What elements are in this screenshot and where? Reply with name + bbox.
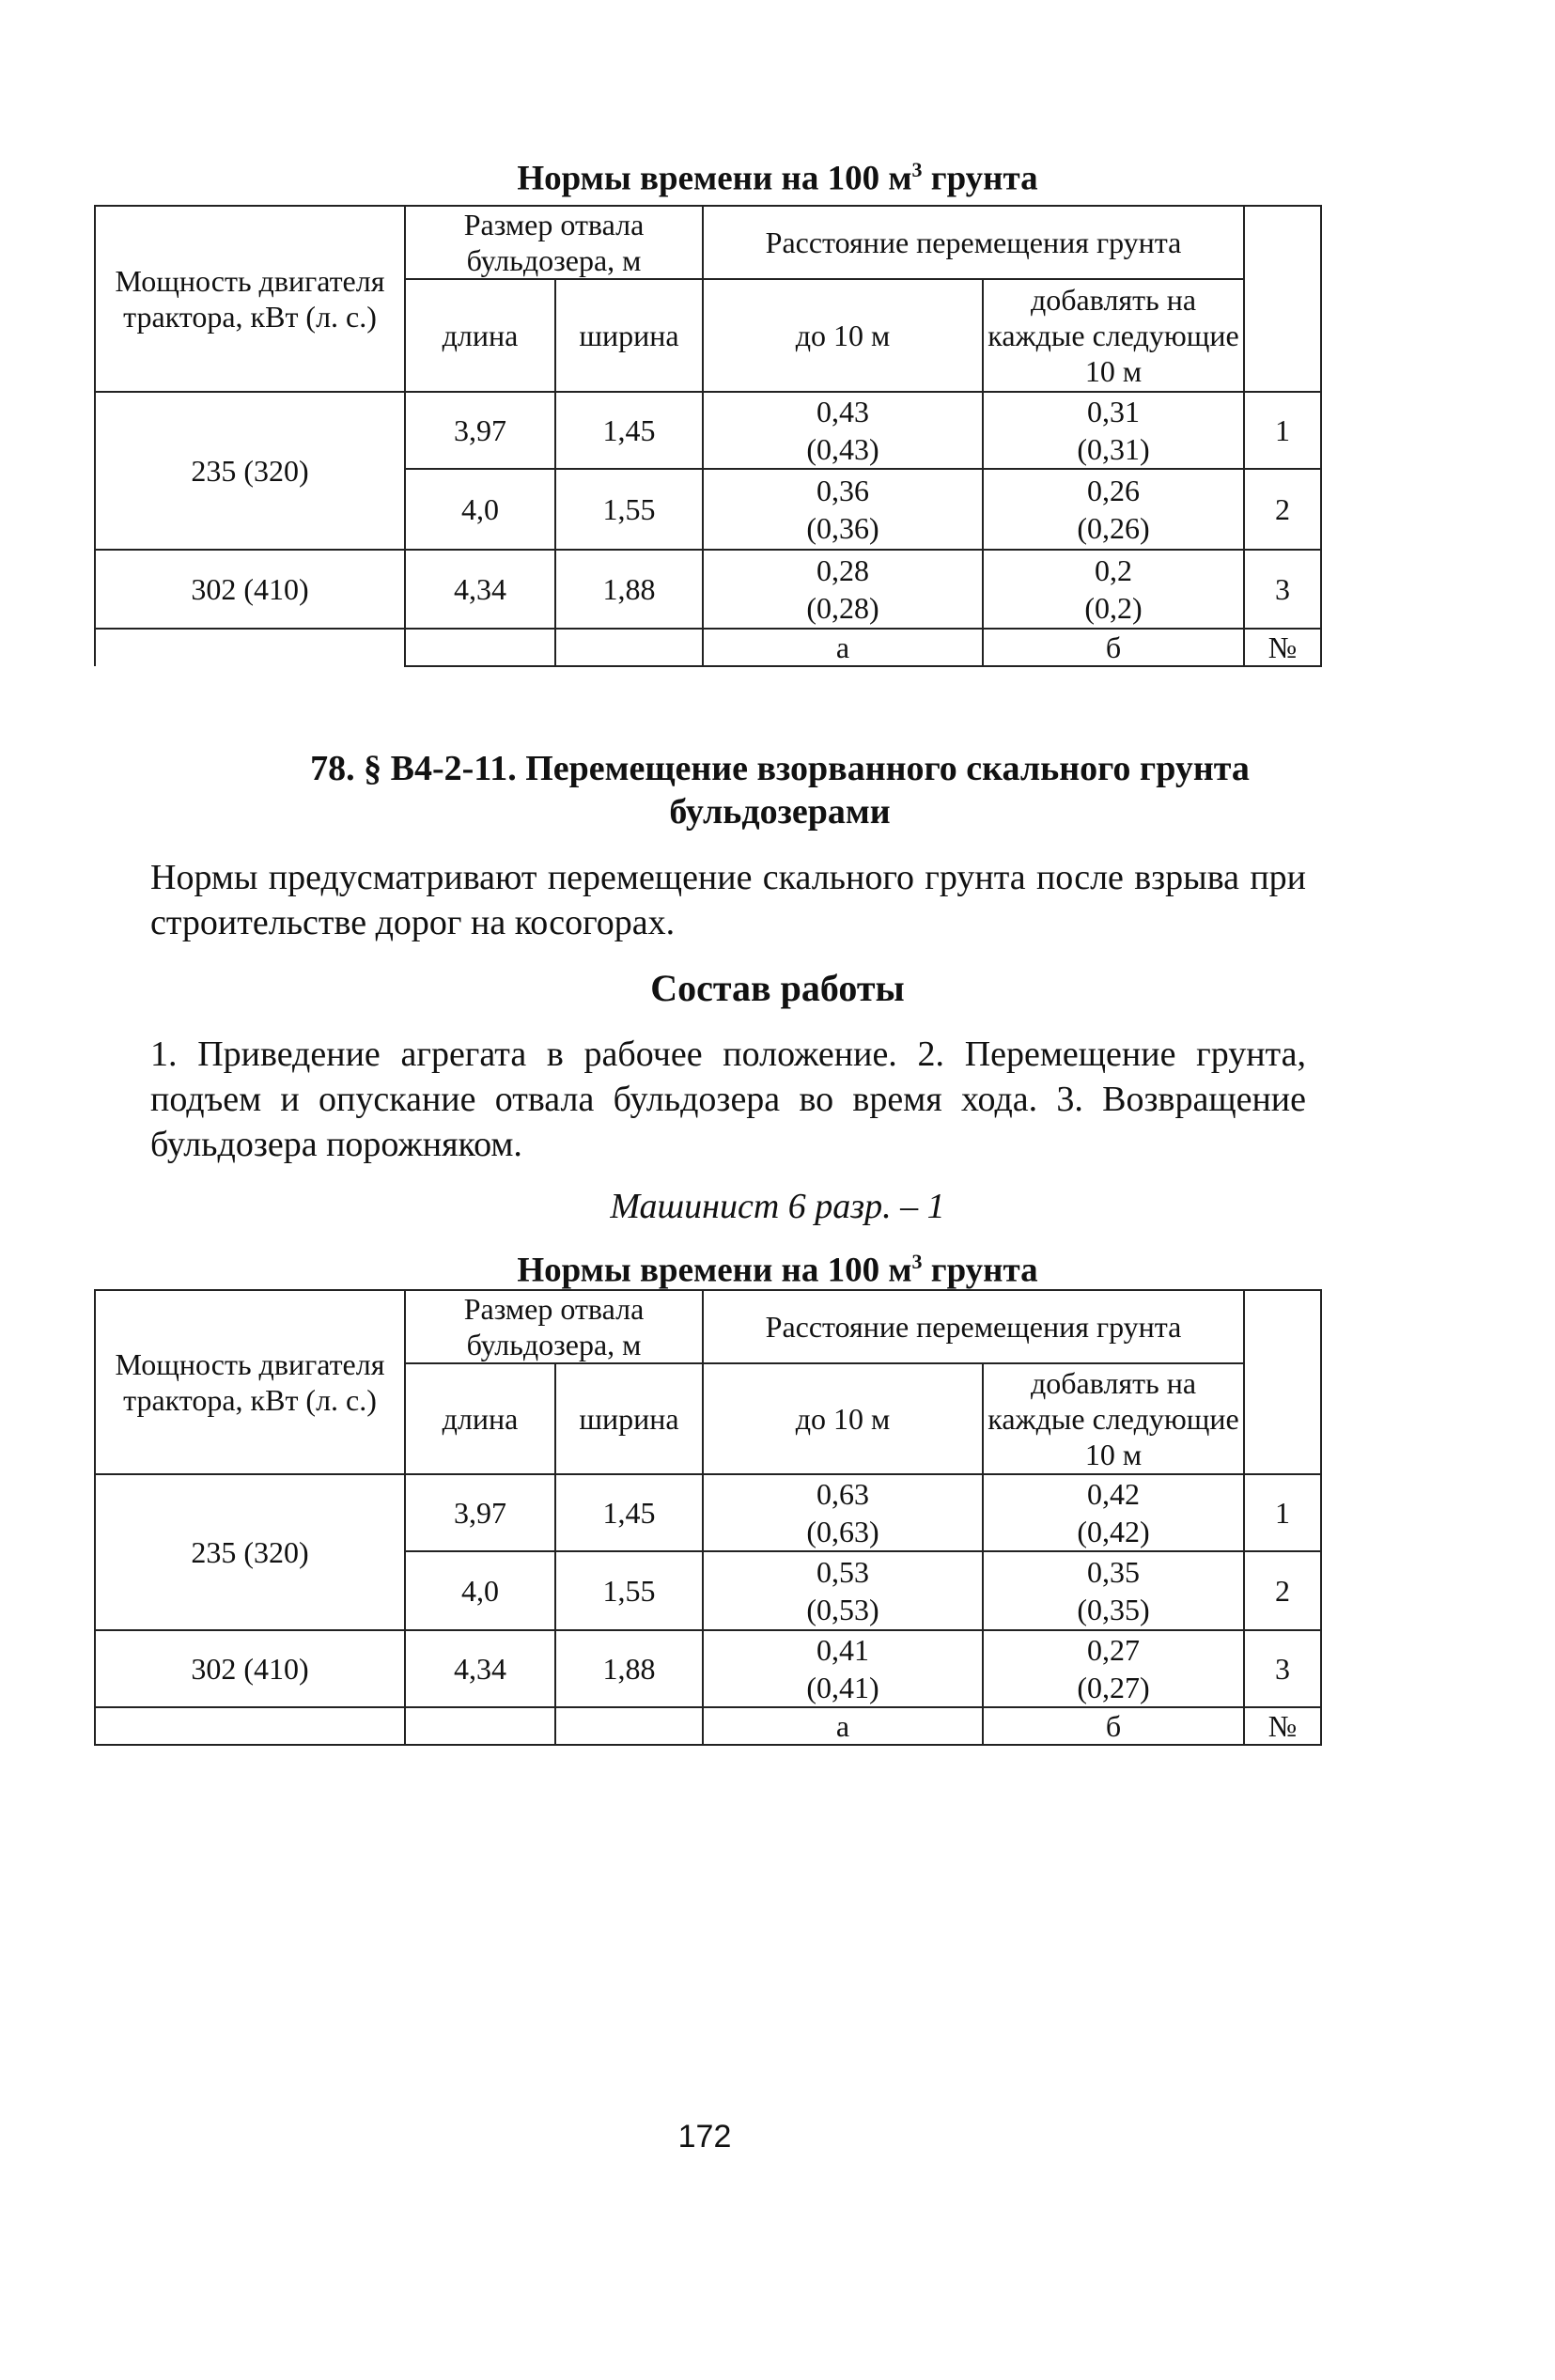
value-alt: (0,42) xyxy=(1077,1515,1150,1548)
value-main: 0,41 xyxy=(816,1633,869,1667)
value-main: 0,31 xyxy=(1087,395,1140,428)
table-footer-row xyxy=(95,629,1321,666)
value-main: 0,27 xyxy=(1087,1633,1140,1667)
cell-add-each xyxy=(983,1551,1244,1630)
cell-add-each xyxy=(983,1630,1244,1707)
work-heading: Состав работы xyxy=(650,967,905,1009)
header-length: длина xyxy=(405,1363,555,1474)
header-width: ширина xyxy=(555,279,703,392)
value-alt: (0,2) xyxy=(1084,591,1143,625)
header-blade: Размер отвала бульдозера, м xyxy=(405,206,703,279)
intro-paragraph: Нормы предусматривают перемещение скального грунта после взрыва при строительстве дорог на косогорах. xyxy=(150,858,1306,942)
cell-add-each xyxy=(983,1474,1244,1551)
cell-add-each xyxy=(983,392,1244,469)
cell-num: 3 xyxy=(1244,550,1321,629)
cell-width: 1,45 xyxy=(555,392,703,469)
value-alt: (0,43) xyxy=(806,432,879,466)
value-alt: (0,41) xyxy=(806,1671,879,1704)
norms-table-2 xyxy=(94,1289,1322,1746)
cell-length: 4,34 xyxy=(405,1630,555,1707)
value-main: 0,28 xyxy=(816,553,869,587)
value-main: 0,42 xyxy=(1087,1477,1140,1511)
value-main: 0,63 xyxy=(816,1477,869,1511)
header-distance: Расстояние перемещения грунта xyxy=(703,206,1244,279)
header-empty xyxy=(1244,206,1321,392)
work-paragraph: 1. Приведение агрегата в рабочее положение. 2. Перемещение грунта, подъем и опускание отвала бульдозера во время хода. 3. Возвращение бульдозера порожняком. xyxy=(150,1034,1306,1164)
cell-length: 4,0 xyxy=(405,1551,555,1630)
cell-power: 235 (320) xyxy=(95,1474,405,1630)
table-row xyxy=(95,392,1321,469)
cell-width: 1,55 xyxy=(555,469,703,550)
header-blade: Размер отвала бульдозера, м xyxy=(405,1290,703,1363)
value-main: 0,36 xyxy=(816,474,869,507)
header-add-each: добавлять на каждые следующие 10 м xyxy=(983,1363,1244,1474)
cell-upto10 xyxy=(703,1551,983,1630)
value-main: 0,53 xyxy=(816,1555,869,1589)
section-title xyxy=(169,747,1391,833)
page-number: 172 xyxy=(677,2119,732,2154)
value-alt: (0,63) xyxy=(806,1515,879,1548)
table2-caption-text: Нормы времени на 100 м xyxy=(517,1251,912,1290)
header-add-each: добавлять на каждые следующие 10 м xyxy=(983,279,1244,392)
cell-num: 2 xyxy=(1244,1551,1321,1630)
table2-caption xyxy=(0,1250,1555,1290)
value-alt: (0,36) xyxy=(806,511,879,545)
footer-empty xyxy=(555,629,703,666)
header-upto10: до 10 м xyxy=(703,279,983,392)
header-distance: Расстояние перемещения грунта xyxy=(703,1290,1244,1363)
value-alt: (0,35) xyxy=(1077,1593,1150,1626)
cell-width: 1,55 xyxy=(555,1551,703,1630)
footer-empty xyxy=(555,1707,703,1745)
table-row xyxy=(95,1474,1321,1551)
table1-caption-text: Нормы времени на 100 м xyxy=(517,159,912,198)
section-title-line2: бульдозерами xyxy=(669,792,891,832)
worker-line: Машинист 6 разр. – 1 xyxy=(610,1187,945,1226)
cell-upto10 xyxy=(703,550,983,629)
header-length: длина xyxy=(405,279,555,392)
cell-length: 3,97 xyxy=(405,1474,555,1551)
cell-length: 4,0 xyxy=(405,469,555,550)
cell-add-each xyxy=(983,550,1244,629)
value-alt: (0,31) xyxy=(1077,432,1150,466)
cell-length: 4,34 xyxy=(405,550,555,629)
cell-power: 235 (320) xyxy=(95,392,405,550)
header-power: Мощность двигателя трактора, кВт (л. с.) xyxy=(95,206,405,392)
cell-power: 302 (410) xyxy=(95,1630,405,1707)
cell-width: 1,88 xyxy=(555,1630,703,1707)
header-power: Мощность двигателя трактора, кВт (л. с.) xyxy=(95,1290,405,1474)
cell-num: 2 xyxy=(1244,469,1321,550)
cell-num: 1 xyxy=(1244,1474,1321,1551)
table2-caption-sup: 3 xyxy=(911,1250,923,1273)
footer-a: а xyxy=(703,629,983,666)
table1-caption-sup: 3 xyxy=(911,158,923,181)
footer-empty xyxy=(95,1707,405,1745)
header-width: ширина xyxy=(555,1363,703,1474)
footer-empty xyxy=(405,629,555,666)
value-main: 0,35 xyxy=(1087,1555,1140,1589)
cell-upto10 xyxy=(703,469,983,550)
norms-table-1 xyxy=(94,205,1322,667)
value-alt: (0,53) xyxy=(806,1593,879,1626)
value-main: 0,43 xyxy=(816,395,869,428)
cell-width: 1,88 xyxy=(555,550,703,629)
cell-num: 3 xyxy=(1244,1630,1321,1707)
cell-length: 3,97 xyxy=(405,392,555,469)
table-row xyxy=(95,550,1321,629)
footer-empty xyxy=(95,629,405,666)
cell-add-each xyxy=(983,469,1244,550)
table-row xyxy=(95,1630,1321,1707)
cell-width: 1,45 xyxy=(555,1474,703,1551)
value-main: 0,26 xyxy=(1087,474,1140,507)
value-main: 0,2 xyxy=(1095,553,1132,587)
table1-caption-tail: грунта xyxy=(922,159,1038,198)
table1-caption xyxy=(0,158,1555,198)
header-upto10: до 10 м xyxy=(703,1363,983,1474)
footer-num: № xyxy=(1244,1707,1321,1745)
cell-upto10 xyxy=(703,1630,983,1707)
table-footer-row xyxy=(95,1707,1321,1745)
header-empty xyxy=(1244,1290,1321,1474)
value-alt: (0,27) xyxy=(1077,1671,1150,1704)
cell-num: 1 xyxy=(1244,392,1321,469)
cell-power: 302 (410) xyxy=(95,550,405,629)
value-alt: (0,26) xyxy=(1077,511,1150,545)
section-title-line1: 78. § В4-2-11. Перемещение взорванного скального грунта xyxy=(310,749,1250,788)
value-alt: (0,28) xyxy=(806,591,879,625)
cell-upto10 xyxy=(703,1474,983,1551)
footer-empty xyxy=(405,1707,555,1745)
cell-upto10 xyxy=(703,392,983,469)
footer-b: б xyxy=(983,1707,1244,1745)
footer-a: а xyxy=(703,1707,983,1745)
footer-b: б xyxy=(983,629,1244,666)
table2-caption-tail: грунта xyxy=(922,1251,1038,1290)
footer-num: № xyxy=(1244,629,1321,666)
